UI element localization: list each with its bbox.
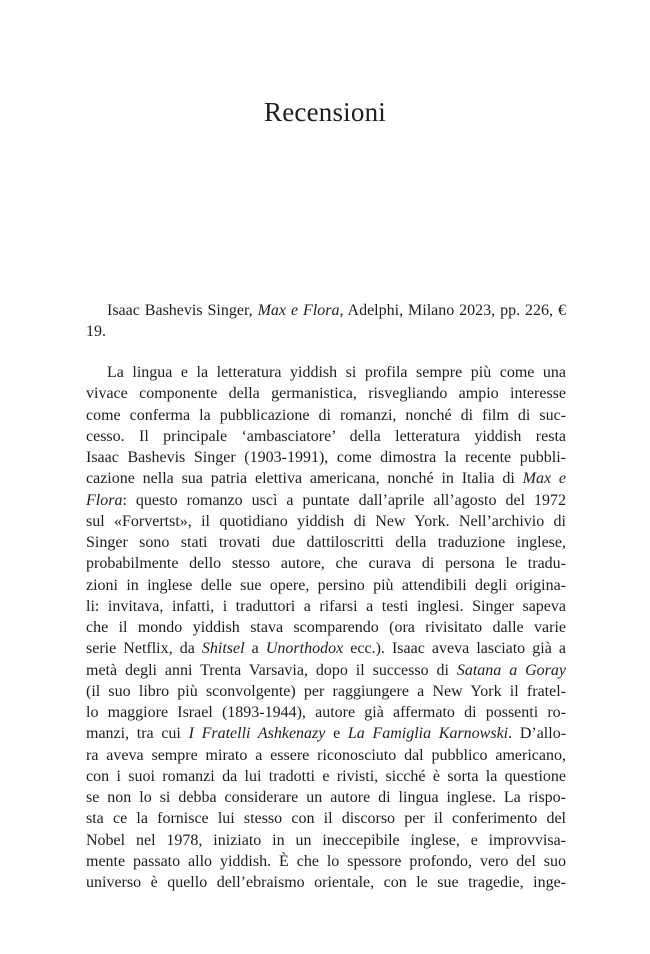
text-run: manzi, tra cui — [86, 725, 189, 743]
body-line — [86, 851, 566, 872]
body-line — [86, 511, 566, 532]
body-line — [86, 553, 566, 574]
italic-title: La Famiglia Karnowski — [347, 725, 509, 743]
text-run: a — [244, 640, 266, 658]
text-run: Singer sono stati trovati due dattiloscritti della traduzione inglese, — [86, 534, 566, 551]
text-run: vivace componente della germanistica, risvegliando ampio interesse — [86, 385, 566, 403]
text-run: zioni in inglese delle sue opere, persino più attendibili degli origina- — [86, 576, 566, 594]
body-line — [86, 745, 566, 766]
body-line — [86, 617, 566, 638]
body-line — [86, 681, 566, 702]
text-run: che il mondo yiddish stava scomparendo (ora rivisitato dalle varie — [86, 619, 566, 636]
text-run: serie Netflix, da — [86, 640, 202, 658]
body-line — [86, 405, 566, 426]
citation-publisher: , Adelphi, Milano 2023, pp. 226, € 19. — [86, 302, 567, 340]
text-run: . D’allo- — [508, 725, 567, 743]
text-run: e — [325, 725, 348, 743]
italic-title: Max e — [522, 470, 567, 488]
body-line — [86, 447, 566, 468]
body-line — [86, 532, 566, 553]
body-line — [86, 660, 566, 681]
body-line — [86, 766, 566, 787]
text-run: Nobel nel 1978, iniziato in un ineccepibile inglese, e improvvisa- — [86, 831, 566, 849]
page-title: Recensioni — [264, 97, 386, 127]
text-run: (il suo libro più sconvolgente) per raggiungere a New York il fratel- — [86, 682, 566, 700]
text-run: Isaac Bashevis Singer (1903-1991), come dimostra la recente pubbli- — [86, 449, 566, 466]
body-line — [86, 468, 566, 489]
text-run: cesso. Il principale ‘ambasciatore’ della letteratura yiddish resta — [86, 427, 566, 445]
citation-book-title: Max e Flora — [257, 302, 340, 319]
text-run: La lingua e la letteratura yiddish si profila sempre più come una — [107, 364, 566, 381]
italic-title: Shitsel — [201, 640, 245, 658]
body-line — [86, 723, 566, 744]
body-line — [86, 872, 566, 893]
body-line — [86, 808, 566, 829]
text-run: probabilmente dello stesso autore, che curava di persona le tradu- — [86, 555, 566, 573]
text-run: sta ce la fornisce lui stesso con il discorso per il conferimento del — [86, 810, 566, 828]
text-run: cazione nella sua patria elettiva americana, nonché in Italia di — [86, 470, 523, 488]
body-line — [86, 702, 566, 723]
text-run: mente passato allo yiddish. È che lo spessore profondo, vero del suo — [86, 852, 566, 870]
body-line — [86, 575, 566, 596]
italic-title: Flora — [86, 491, 123, 509]
italic-title: I Fratelli Ashkenazy — [188, 725, 326, 743]
book-citation — [86, 300, 566, 342]
text-run: universo è quello dell’ebraismo orientale, con le sue tragedie, inge- — [86, 874, 566, 891]
body-line — [86, 383, 566, 404]
citation-author: Isaac Bashevis Singer, — [107, 302, 258, 319]
text-run: : questo romanzo uscì a puntate dall’aprile all’agosto del 1972 — [122, 491, 566, 509]
text-run: li: invitava, infatti, i traduttori a rifarsi a testi inglesi. Singer sapeva — [86, 597, 566, 615]
body-line — [86, 426, 566, 447]
text-run: come conferma la pubblicazione di romanzi, nonché di film di suc- — [86, 406, 566, 424]
italic-title: Unorthodox — [265, 640, 344, 658]
body-line — [86, 490, 566, 511]
italic-title: Satana a Goray — [456, 661, 566, 679]
text-run: ra aveva sempre mirato a essere riconosciuto dal pubblico americano, — [86, 746, 566, 764]
body-line — [86, 638, 566, 659]
text-run: se non lo si debba considerare un autore di lingua inglese. La rispo- — [86, 789, 566, 806]
body-line — [86, 362, 566, 383]
text-run: lo maggiore Israel (1893-1944), autore già affermato di possenti ro- — [86, 704, 566, 721]
text-run: ecc.). Isaac aveva lasciato già a — [343, 640, 567, 658]
review-body — [86, 362, 566, 893]
body-line — [86, 787, 566, 808]
body-line — [86, 830, 566, 851]
text-run: sul «Forvertst», il quotidiano yiddish di New York. Nell’archivio di — [86, 512, 566, 530]
body-line — [86, 596, 566, 617]
text-run: con i suoi romanzi da lui tradotti e rivisti, sicché è sorta la questione — [86, 767, 566, 785]
text-run: metà degli anni Trenta Varsavia, dopo il successo di — [86, 661, 457, 679]
